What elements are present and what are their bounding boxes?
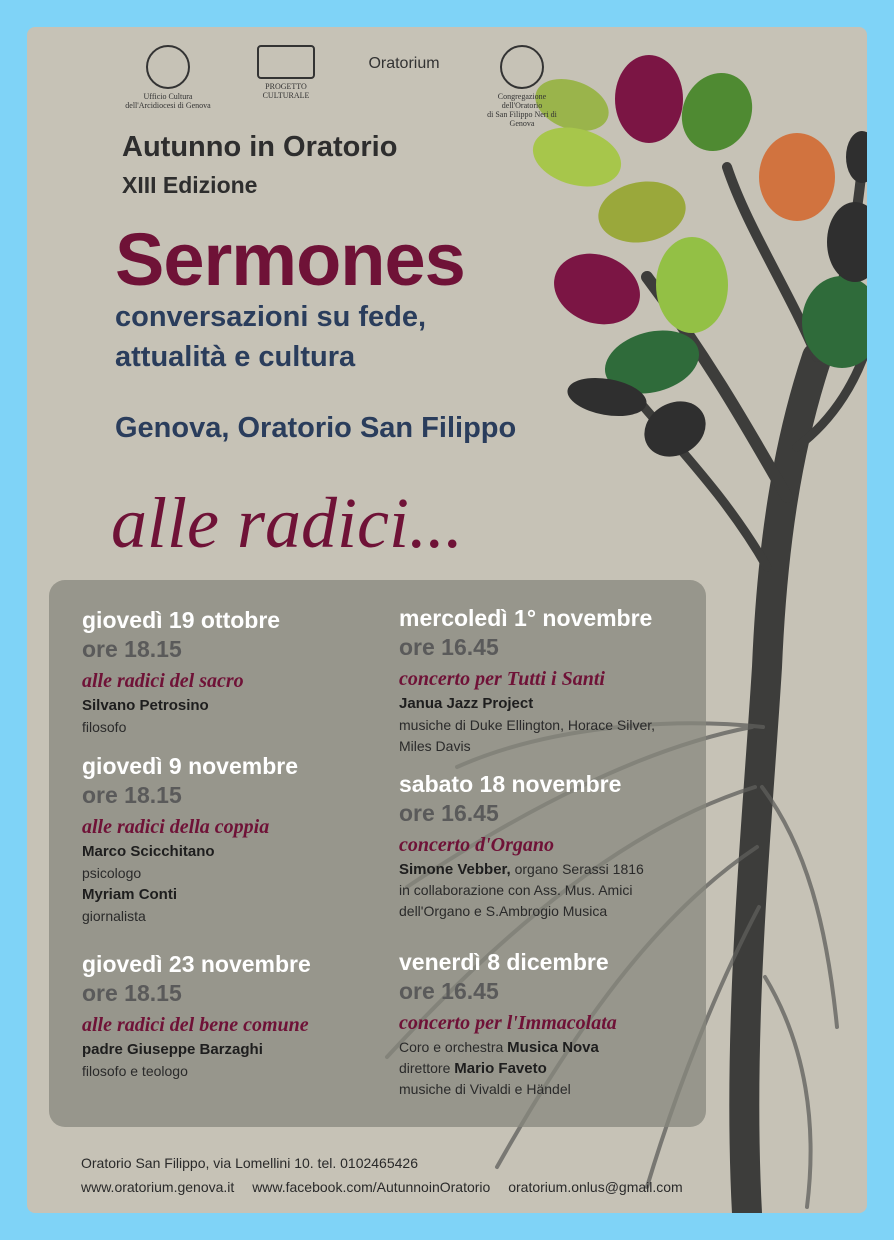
- speaker-name: Myriam Conti: [82, 886, 178, 903]
- edition-label: XIII Edizione: [122, 172, 258, 198]
- email-link[interactable]: oratorium.onlus@gmail.com: [508, 1179, 683, 1195]
- event-title: alle radici del sacro: [82, 670, 244, 692]
- footer-address: Oratorio San Filippo, via Lomellini 10. tel. 0102465426: [81, 1155, 418, 1171]
- page-title: Sermones: [115, 218, 465, 301]
- facebook-link[interactable]: www.facebook.com/AutunnoinOratorio: [252, 1179, 491, 1195]
- event-time: ore 18.15: [82, 782, 182, 808]
- event-title: concerto d'Organo: [399, 834, 554, 856]
- speaker-name: Marco Scicchitano: [82, 843, 215, 860]
- event-right-3: [399, 949, 617, 1100]
- event-date: giovedì 23 novembre: [82, 951, 311, 977]
- conductor-label: direttore: [399, 1060, 455, 1076]
- event-title: alle radici del bene comune: [82, 1014, 309, 1036]
- subtitle: [115, 297, 426, 377]
- event-title: concerto per l'Immacolata: [399, 1012, 617, 1034]
- ensemble-label: Coro e orchestra: [399, 1039, 508, 1055]
- progetto-culturale-text: PROGETTO CULTURALE: [262, 82, 310, 100]
- event-left-2: [82, 753, 298, 927]
- ensemble-name: Musica Nova: [507, 1039, 599, 1056]
- program-line: musiche di Vivaldi e Händel: [399, 1081, 571, 1097]
- performer-role: organo Serassi 1816: [510, 861, 644, 877]
- progetto-culturale-logo: [241, 45, 331, 100]
- program-line: Miles Davis: [399, 738, 471, 754]
- congregazione-logo: [477, 45, 567, 128]
- congregazione-logo-text: Congregazione dell'Oratorio di San Filippo Neri di Genova: [487, 92, 557, 128]
- program-line: [399, 1037, 617, 1058]
- event-time: ore 16.45: [399, 634, 499, 660]
- website-link[interactable]: www.oratorium.genova.it: [81, 1179, 235, 1195]
- event-date: sabato 18 novembre: [399, 771, 622, 797]
- conductor-name: Mario Faveto: [454, 1060, 547, 1077]
- program-line: in collaborazione con Ass. Mus. Amici: [399, 882, 633, 898]
- event-date: venerdì 8 dicembre: [399, 949, 609, 975]
- logos-row: [123, 45, 567, 128]
- speaker-role: filosofo: [82, 719, 127, 735]
- subtitle-line-1: conversazioni su fede,: [115, 301, 427, 333]
- event-time: ore 18.15: [82, 636, 182, 662]
- speaker-role: psicologo: [82, 865, 142, 881]
- speaker-role: filosofo e teologo: [82, 1063, 188, 1079]
- event-title: concerto per Tutti i Santi: [399, 668, 605, 690]
- speaker-name: Silvano Petrosino: [82, 697, 209, 714]
- diocese-logo-text: Ufficio Cultura dell'Arcidiocesi di Genova: [125, 92, 211, 110]
- congregazione-crest-icon: [500, 45, 544, 89]
- performer-name: Simone Vebber,: [399, 861, 511, 878]
- event-date: giovedì 9 novembre: [82, 753, 299, 779]
- program-line: [399, 859, 644, 880]
- poster: [27, 27, 867, 1213]
- venue-title: Genova, Oratorio San Filippo: [115, 412, 517, 444]
- event-right-2: [399, 771, 644, 922]
- footer: [81, 1151, 697, 1199]
- event-title: alle radici della coppia: [82, 816, 270, 838]
- speaker-name: padre Giuseppe Barzaghi: [82, 1041, 263, 1058]
- program-line: [399, 1058, 617, 1079]
- theme-title: alle radici...: [111, 483, 463, 563]
- program-line: dell'Organo e S.Ambrogio Musica: [399, 903, 608, 919]
- oratorium-logo-text: Oratorium: [368, 55, 440, 72]
- event-time: ore 18.15: [82, 980, 182, 1006]
- event-date: mercoledì 1° novembre: [399, 605, 653, 631]
- diocese-logo: [123, 45, 213, 110]
- speaker-role: giornalista: [82, 908, 146, 924]
- event-time: ore 16.45: [399, 978, 499, 1004]
- progetto-culturale-icon: [257, 45, 315, 79]
- subtitle-line-2: attualità e cultura: [115, 341, 356, 373]
- event-right-1: [399, 605, 655, 757]
- event-left-1: [82, 607, 280, 738]
- diocese-seal-icon: [146, 45, 190, 89]
- program-line: musiche di Duke Ellington, Horace Silver,: [399, 717, 656, 733]
- event-left-3: [82, 951, 311, 1082]
- event-time: ore 16.45: [399, 800, 499, 826]
- event-date: giovedì 19 ottobre: [82, 607, 281, 633]
- footer-links: [81, 1175, 697, 1199]
- performer-name: Janua Jazz Project: [399, 695, 534, 712]
- oratorium-logo: [359, 45, 449, 72]
- series-title: Autunno in Oratorio: [122, 131, 398, 163]
